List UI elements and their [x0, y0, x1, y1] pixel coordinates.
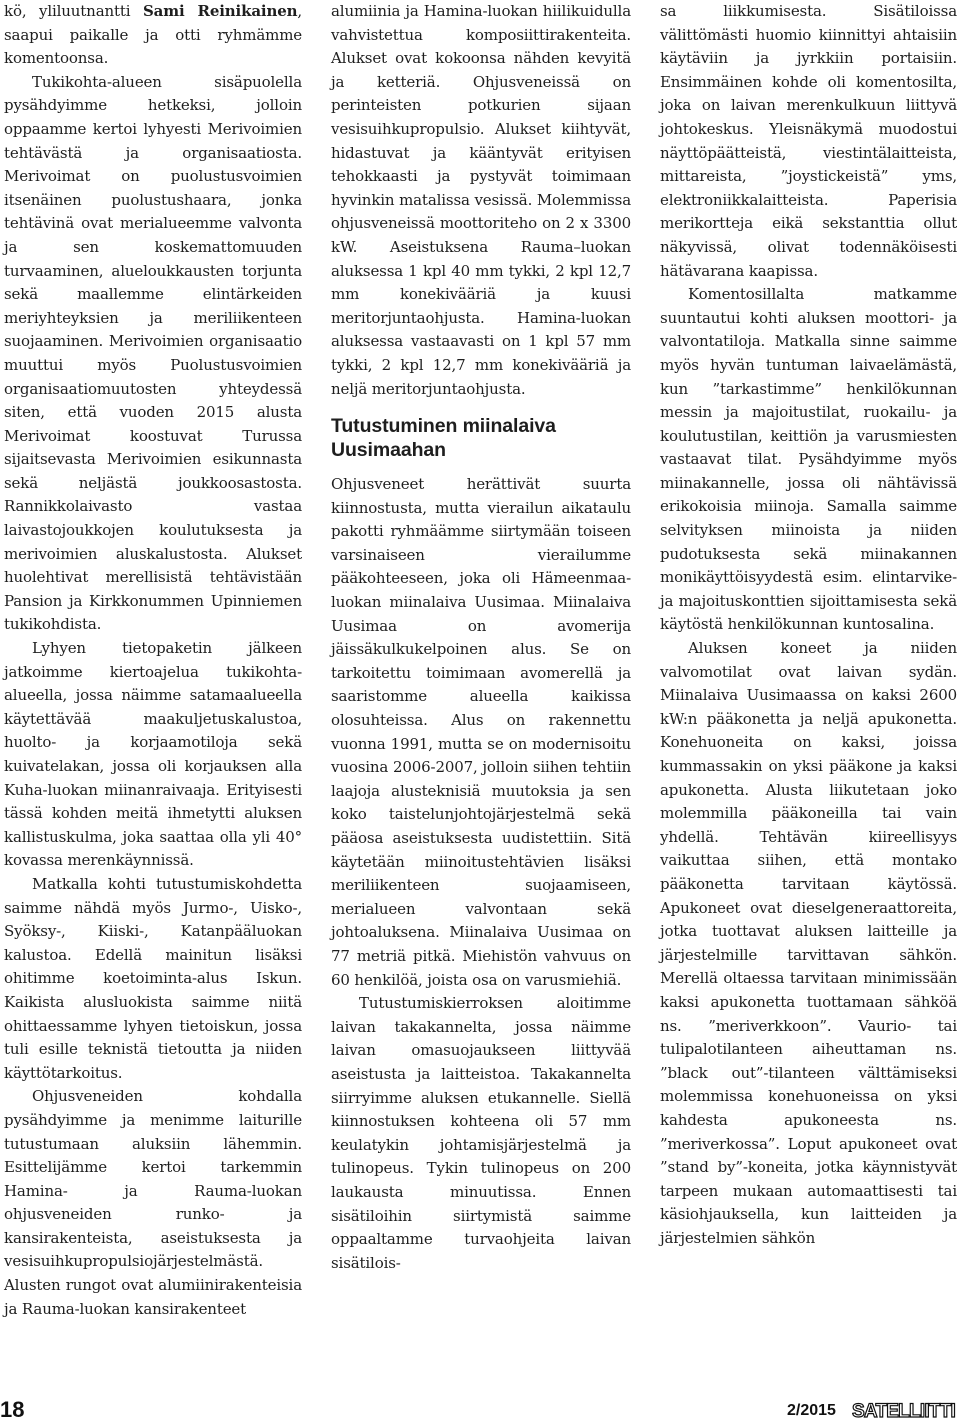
paragraph	[660, 637, 957, 1250]
paragraph	[4, 1085, 302, 1321]
article-column-2	[331, 0, 631, 1275]
paragraph	[660, 283, 957, 637]
text-run: Tukikohta-alueen sisäpuolella pysähdyimme hetkeksi, jolloin oppaamme kertoi lyhyesti Merivoimien tehtävästä ja organisaatiosta. Merivoimat on puolustusvoimien itsenäinen puolustushaara, jonka tehtävinä ovat merialueemme valvonta ja sen koskemattomuuden turvaaminen, alueloukkausten torjunta sekä maallemme elintärkeiden meriyhteyksien ja meriliikenteen suojaaminen. Merivoimien organisaatio muuttui myös Puolustusvoimien organisaatiomuutosten yhteydessä siten, että vuoden 2015 alusta Merivoimat koostuvat Turussa sijaitsevasta Merivoimien esikunnasta sekä neljästä joukkoosastosta. Rannikkolaivasto vastaa laivastojoukkojen koulutuksesta ja merivoimien aluskalustosta. Alukset huolehtivat merellisistä tehtävistään Pansion ja Kirkkonummen Upinniemen tukikohdista.	[4, 72, 302, 634]
paragraph	[660, 0, 957, 283]
paragraph	[4, 873, 302, 1085]
satelliitti-logo	[852, 1397, 956, 1423]
text-run: Ohjusveneiden kohdalla pysähdyimme ja menimme laiturille tutustumaan aluksiin lähemmin. Esittelijämme kertoi tarkemmin Hamina- ja Rauma-luokan ohjusveneiden runko- ja kansirakenteista, aseistuksesta ja vesisuihkupropulsiojärjestelmästä. Alusten rungot ovat alumiinirakenteisia ja Rauma-luokan kansirakenteet	[4, 1087, 302, 1318]
paragraph	[4, 71, 302, 637]
text-run: Lyhyen tietopaketin jälkeen jatkoimme kiertoajelua tukikohta-alueella, jossa näimme satamaalueella käytettävää maakuljetuskalustoa, huolto- ja korjaamotiloja sekä kuivatelakan, jossa oli korjauksen alla Kuha-luokan miinanraivaaja. Erityisesti tässä kohden meitä ihmetytti aluksen kallistuskulma, joka saattaa olla yli 40° kovassa merenkäynnissä.	[4, 639, 302, 870]
paragraph	[331, 992, 631, 1275]
bold-text: Sami Reinikainen	[142, 2, 298, 20]
article-column-3	[660, 0, 957, 1250]
text-run: Komentosillalta matkamme suuntautui kohti aluksen moottori- ja valvontatiloja. Matkalla sinne saimme myös hyvän tuntuman laivaelämästä, kun ”tarkastimme” henkilökunnan messin ja majoitustilat, ruokailu- ja koulutustilan, keittiön ja varusmiesten vastaavat tilat. Pysähdyimme myös miinakannelle, jossa oli nähtävissä erikokoisia miinoja. Samalla saimme selvityksen miinoista ja niiden pudotuksesta sekä miinakannen monikäyttöisyydestä esim. elintarvike- ja majoituskonttien sijoittamisesta sekä käytöstä henkilökunnan kuntosalina.	[660, 285, 957, 634]
page-number: 18	[0, 1397, 25, 1422]
text-run: Tutustumiskierroksen aloitimme laivan takakannelta, jossa näimme laivan omasuojaukseen liittyvää aseistusta ja laitteistoa. Takakannelta siirryimme aluksen etukannelle. Siellä kiinnostuksen kohteena oli 57 mm keulatykin johtamisjärjestelmä ja tulinopeus. Tykin tulinopeus on 200 laukausta minuutissa. Ennen sisätiloihin siirtymistä saimme oppaaltamme turvaohjeita laivan sisätilois-	[331, 994, 631, 1272]
text-run: Matkalla kohti tutustumiskohdetta saimme nähdä myös Jurmo-, Uisko-, Syöksy-, Kiiski-, Katanpääluokan kalustoa. Edellä mainitun lisäksi ohitimme koetoiminta-alus Iskun. Kaikista alusluokista saimme niitä ohittaessamme lyhyen tietoiskun, jossa tuli esille teknistä tietoutta ja niiden käyttötarkoitus.	[4, 874, 302, 1082]
logo-text: SATELLIITTI	[852, 1401, 956, 1422]
page-footer	[0, 1395, 960, 1425]
text-run: Aluksen koneet ja niiden valvomotilat ovat laivan sydän. Miinalaiva Uusimaassa on kaksi 2600 kW:n pääkonetta ja neljä apukonetta. Konehuoneita on kaksi, joissa kummassakin on yksi pääkone ja kaksi apukonetta. Alusta liikutetaan joko molemmilla pääkoneilla tai vain yhdellä. Tehtävän kiireellisyys vaikuttaa siihen, että montako pääkonetta tarvitaan käytössä. Apukoneet ovat dieselgeneraattoreita, jotka tuottavat aluksen laitteille ja järjestelmille tarvittavan sähkön. Merellä oltaessa tarvitaan minimissään kaksi apukonetta tuottamaan sähköä ns. ”meriverkkoon”. Vaurio- tai tulipalotilanteen aiheuttaman ns. ”black out”-tilanteen välttämiseksi molemmissa konehuoneissa on yksi kahdesta apukoneesta ns. ”meriverkossa”. Loput apukoneet ovat ”stand by”-koneita, jotka käynnistyvät tarpeen mukaan automaattisesti tai käsiohjauksella, kun laitteiden ja järjestelmien sähkön	[660, 639, 957, 1247]
text-run: sa liikkumisesta. Sisätiloissa välittömästi huomio kiinnittyi ahtaisiin käytäviin ja jyrkkiin portaisiin. Ensimmäinen kohde oli komentosilta, joka on laivan merenkulkuun liittyvä johtokeskus. Yleisnäkymä muodostui näyttöpäätteistä, viestintälaitteista, mittareista, ”joystickeistä” yms, elektroniikkalaitteista. Paperisia merikortteja eikä sekstanttia ollut näkyvissä, olivat todennäköisesti hätävarana kaapissa.	[660, 2, 957, 280]
section-heading: Tutustuminen miinalaiva Uusimaahan	[331, 415, 556, 462]
text-run: , saapui paikalle ja otti ryhmämme komentoonsa.	[4, 2, 302, 68]
article-column-1	[4, 0, 302, 1321]
paragraph	[331, 473, 631, 992]
text-run: alumiinia ja Hamina-luokan hiilikuidulla vahvistettua komposiittirakenteita. Alukset ovat kokoonsa nähden kevyitä ja ketteriä. Ohjusveneissä on perinteisten potkurien sijaan vesisuihkupropulsio. Alukset kiihtyvät, hidastuvat ja kääntyvät erityisen tehokkaasti ja pystyvät toimimaan hyvinkin matalissa vesissä. Molemmissa ohjusveneissä moottoriteho on 2 x 3300 kW. Aseistuksena Rauma–luokan aluksessa 1 kpl 40 mm tykki, 2 kpl 12,7 mm konekivääriä ja kuusi meritorjuntaohjusta. Hamina-luokan aluksessa vastaavasti on 1 kpl 57 mm tykki, 2 kpl 12,7 mm konekivääriä ja neljä meritorjuntaohjusta.	[331, 2, 631, 398]
text-run: kö, yliluutnantti	[4, 2, 143, 20]
text-run: Ohjusveneet herättivät suurta kiinnostusta, mutta vierailun aikataulu pakotti ryhmäämme siirtymään toiseen varsinaiseen vierailumme pääkohteeseen, joka oli Hämeenmaa-luokan miinalaiva Uusimaa. Miinalaiva Uusimaa on avomerija jäissäkulkukelpoinen alus. Se on tarkoitettu toimimaan avomerellä ja saaristomme alueella kaikissa olosuhteissa. Alus on rakennettu vuonna 1991, mutta se on modernisoitu vuosina 2006-2007, jolloin siihen tehtiin laajoja alusteknisiä muutoksia ja sen koko taistelunjohtojärjestelmä sekä pääosa aseistuksesta uudistettiin. Sitä käytetään miinoitustehtävien lisäksi meriliikenteen suojaamiseen, merialueen valvontaan sekä johtoaluksena. Miinalaiva Uusimaa on 77 metriä pitkä. Miehistön vahvuus on 60 henkilöä, joista osa on varusmiehiä.	[331, 475, 631, 989]
paragraph	[4, 0, 302, 71]
paragraph	[4, 637, 302, 873]
issue-number: 2/2015	[787, 1402, 836, 1419]
paragraph	[331, 0, 631, 401]
